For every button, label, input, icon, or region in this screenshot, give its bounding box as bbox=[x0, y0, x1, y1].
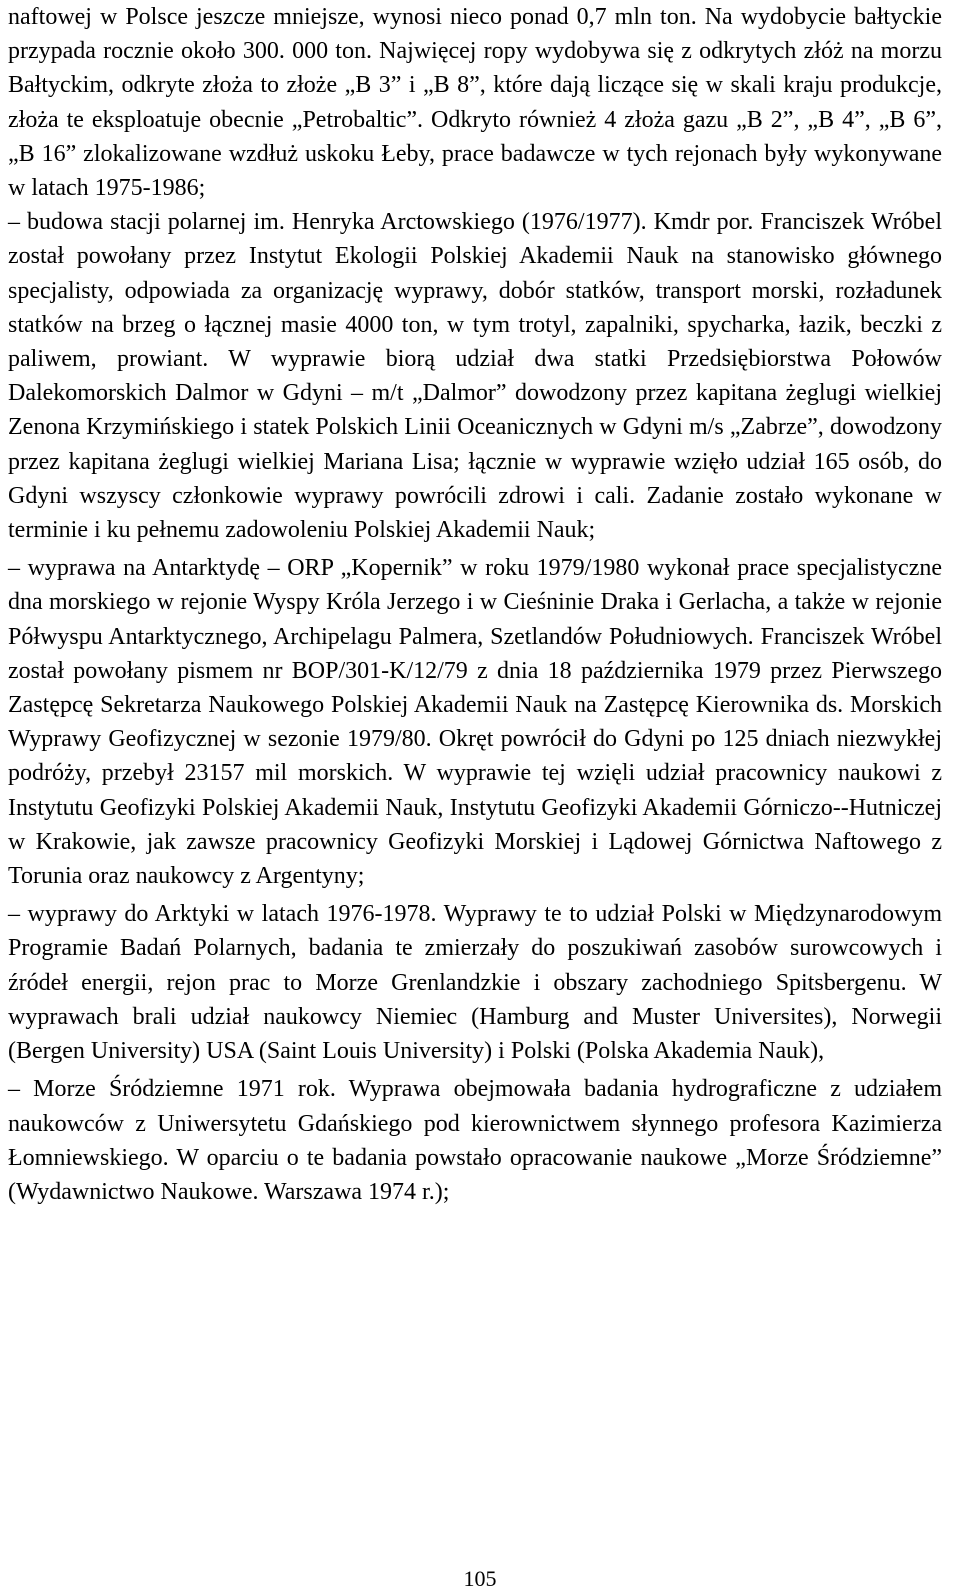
list-item-arctowski-station: – budowa stacji polarnej im. Henryka Arctowskiego (1976/1977). Kmdr por. Franciszek Wróbel został powołany przez Instytut Ekologii Polskiej Akademii Nauk na stanowisko głównego specjalisty, odpowiada za organizację wyprawy, dobór statków, transport morski, rozładunek statków na brzeg o łącznej masie 4000 ton, w tym trotyl, zapalniki, spycharka, łazik, beczki z paliwem, prowiant. W wyprawie biorą udział dwa statki Przedsiębiorstwa Połowów Dalekomorskich Dalmor w Gdyni – m/t „Dalmor” dowodzony przez kapitana żeglugi wielkiej Zenona Krzymińskiego i statek Polskich Linii Oceanicznych w Gdyni m/s „Zabrze”, dowodzony przez kapitana żeglugi wielkiej Mariana Lisa; łącznie w wyprawie wzięło udział 165 osób, do Gdyni wszyscy członkowie wyprawy powrócili zdrowi i cali. Zadanie zostało wykonane w terminie i ku pełnemu zadowoleniu Polskiej Akademii Nauk; bbox=[8, 209, 942, 544]
list-item-arctic-expeditions: – wyprawy do Arktyki w latach 1976-1978. Wyprawy te to udział Polski w Międzynarodowym Programie Badań Polarnych, badania te zmierzały do poszukiwań zasobów surowcowych i źródeł energii, rejon prac to Morze Grenlandzkie i obszary zachodniego Spitsbergenu. W wyprawach brali udział naukowcy Niemiec (Hamburg and Muster Universites), Norwegii (Bergen University) USA (Saint Louis University) i Polski (Polska Akademia Nauk), bbox=[8, 901, 942, 1065]
document-page bbox=[8, 0, 942, 1209]
list-item-antarctic-expedition: – wyprawa na Antarktydę – ORP „Kopernik” w roku 1979/1980 wykonał prace specjalistyczne dna morskiego w rejonie Wyspy Króla Jerzego i w Cieśninie Draka i Gerlacha, a także w rejonie Półwyspu Antarktycznego, Archipelagu Palmera, Szetlandów Południowych. Franciszek Wróbel został powołany pismem nr BOP/301-K/12/79 z dnia 18 października 1979 przez Pierwszego Zastępcę Sekretarza Naukowego Polskiej Akademii Nauk na Zastępcę Kierownika ds. Morskich Wyprawy Geofizycznej w sezonie 1979/80. Okręt powrócił do Gdyni po 125 dniach niezwykłej podróży, przebył 23157 mil morskich. W wyprawie tej wzięli udział pracownicy naukowi z Instytutu Geofizyki Polskiej Akademii Nauk, Instytutu Geofizyki Akademii Górniczo--Hutniczej w Krakowie, jak zawsze pracownicy Geofizyki Morskiej i Lądowej Górnictwa Naftowego z Torunia oraz naukowcy z Argentyny; bbox=[8, 555, 942, 890]
list-item-mediterranean-sea: – Morze Śródziemne 1971 rok. Wyprawa obejmowała badania hydrograficzne z udziałem naukowców z Uniwersytetu Gdańskiego pod kierownictwem słynnego profesora Kazimierza Łomniewskiego. W oparciu o te badania powstało opracowanie naukowe „Morze Śródziemne” (Wydawnictwo Naukowe. Warszawa 1974 r.); bbox=[8, 1076, 942, 1205]
document-body bbox=[8, 0, 942, 1209]
paragraph-oil-extraction: naftowej w Polsce jeszcze mniejsze, wynosi nieco ponad 0,7 mln ton. Na wydobycie bałtyckie przypada rocznie około 300. 000 ton. Najwięcej ropy wydobywa się z odkrytych złóż na morzu Bałtyckim, odkryte złoża to złoże „B 3” i „B 8”, które dają liczące się w skali kraju produkcje, złoża te eksploatuje obecnie „Petrobaltic”. Odkryto również 4 złoża gazu „B 2”, „B 4”, „B 6”, „B 16” zlokalizowane wzdłuż uskoku Łeby, prace badawcze w tych rejonach były wykonywane w latach 1975-1986; bbox=[8, 4, 942, 202]
page-number: 105 bbox=[463, 1566, 497, 1591]
